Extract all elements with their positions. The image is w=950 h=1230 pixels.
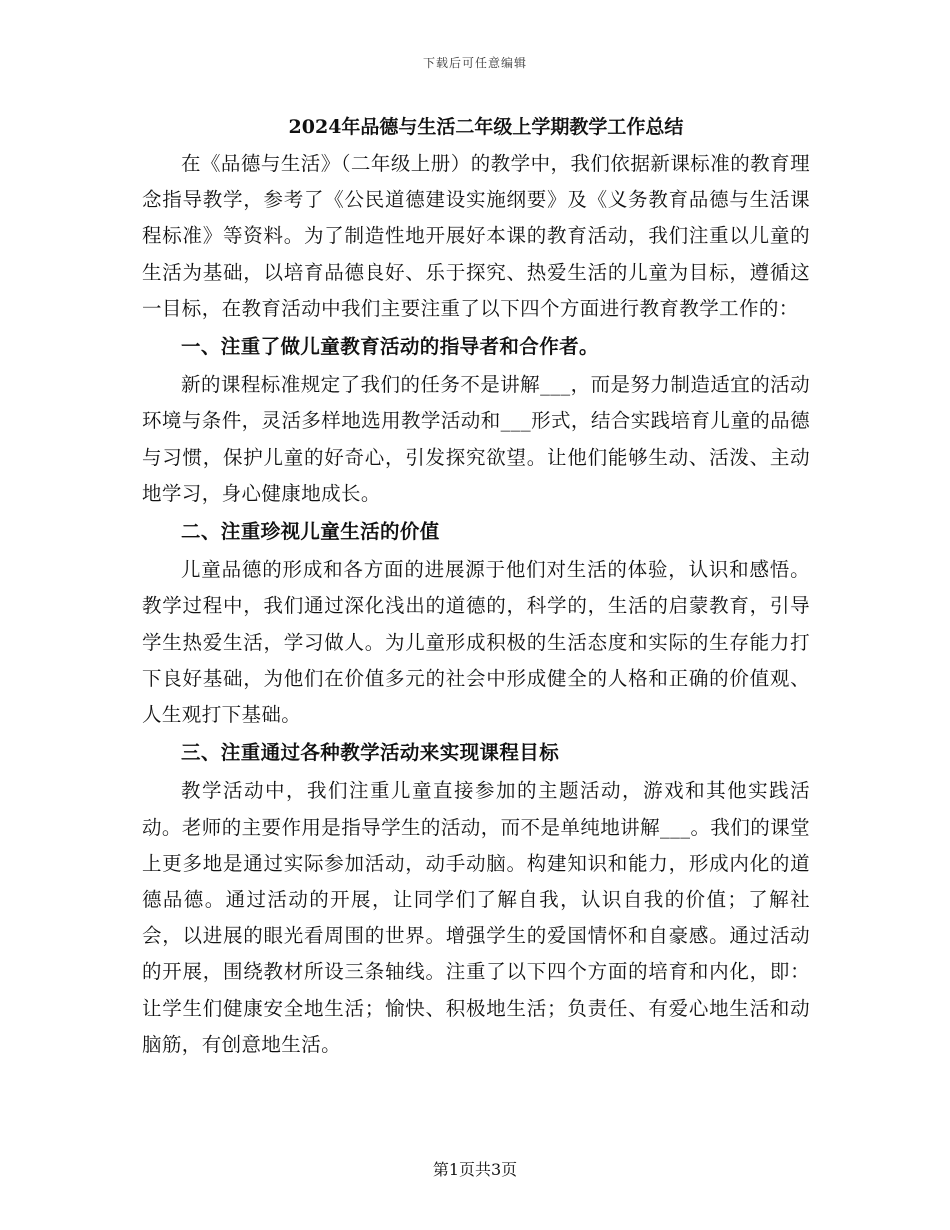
section-2-paragraph: 儿童品德的形成和各方面的进展源于他们对生活的体验，认识和感悟。教学过程中，我们通过深化浅出的道德的，科学的，生活的启蒙教育，引导学生热爱生活，学习做人。为儿童形成积极的生活态度和实际的生存能力打下良好基础，为他们在价值多元的社会中形成健全的人格和正确的价值观、人生观打下基础。 — [142, 558, 810, 727]
intro-paragraph: 在《品德与生活》（二年级上册）的教学中，我们依据新课标准的教育理念指导教学，参考了《公民道德建设实施纲要》及《义务教育品德与生活课程标准》等资料。为了制造性地开展好本课的教育活动，我们注重以儿童的生活为基础，以培育品德良好、乐于探究、热爱生活的儿童为目标，遵循这一目标，在教育活动中我们主要注重了以下四个方面进行教育教学工作的： — [142, 152, 810, 320]
page-number-footer: 第1页共3页 — [432, 1160, 518, 1179]
section-1-paragraph: 新的课程标准规定了我们的任务不是讲解___，而是努力制造适宜的活动环境与条件，灵活多样地选用教学活动和___形式，结合实践培育儿童的品德与习惯，保护儿童的好奇心，引发探究欲望。让他们能够生动、活泼、主动地学习，身心健康地成长。 — [142, 373, 810, 505]
document-body — [142, 112, 810, 1063]
section-3-heading: 三、注重通过各种教学活动来实现课程目标 — [181, 741, 560, 765]
page-header-note: 下载后可任意编辑 — [422, 56, 527, 70]
section-2-heading: 二、注重珍视儿童生活的价值 — [181, 520, 440, 544]
section-1-heading: 一、注重了做儿童教育活动的指导者和合作者。 — [181, 335, 599, 359]
document-title: 2024年品德与生活二年级上学期教学工作总结 — [288, 116, 684, 138]
section-3-paragraph: 教学活动中，我们注重儿童直接参加的主题活动，游戏和其他实践活动。老师的主要作用是指导学生的活动，而不是单纯地讲解___。我们的课堂上更多地是通过实际参加活动，动手动脑。构建知识和能力，形成内化的道德品德。通过活动的开展，让同学们了解自我，认识自我的价值；了解社会，以进展的眼光看周围的世界。增强学生的爱国情怀和自豪感。通过活动的开展，围绕教材所设三条轴线。注重了以下四个方面的培育和内化，即：让学生们健康安全地生活；愉快、积极地生活；负责任、有爱心地生活和动脑筋，有创意地生活。 — [142, 779, 810, 1056]
